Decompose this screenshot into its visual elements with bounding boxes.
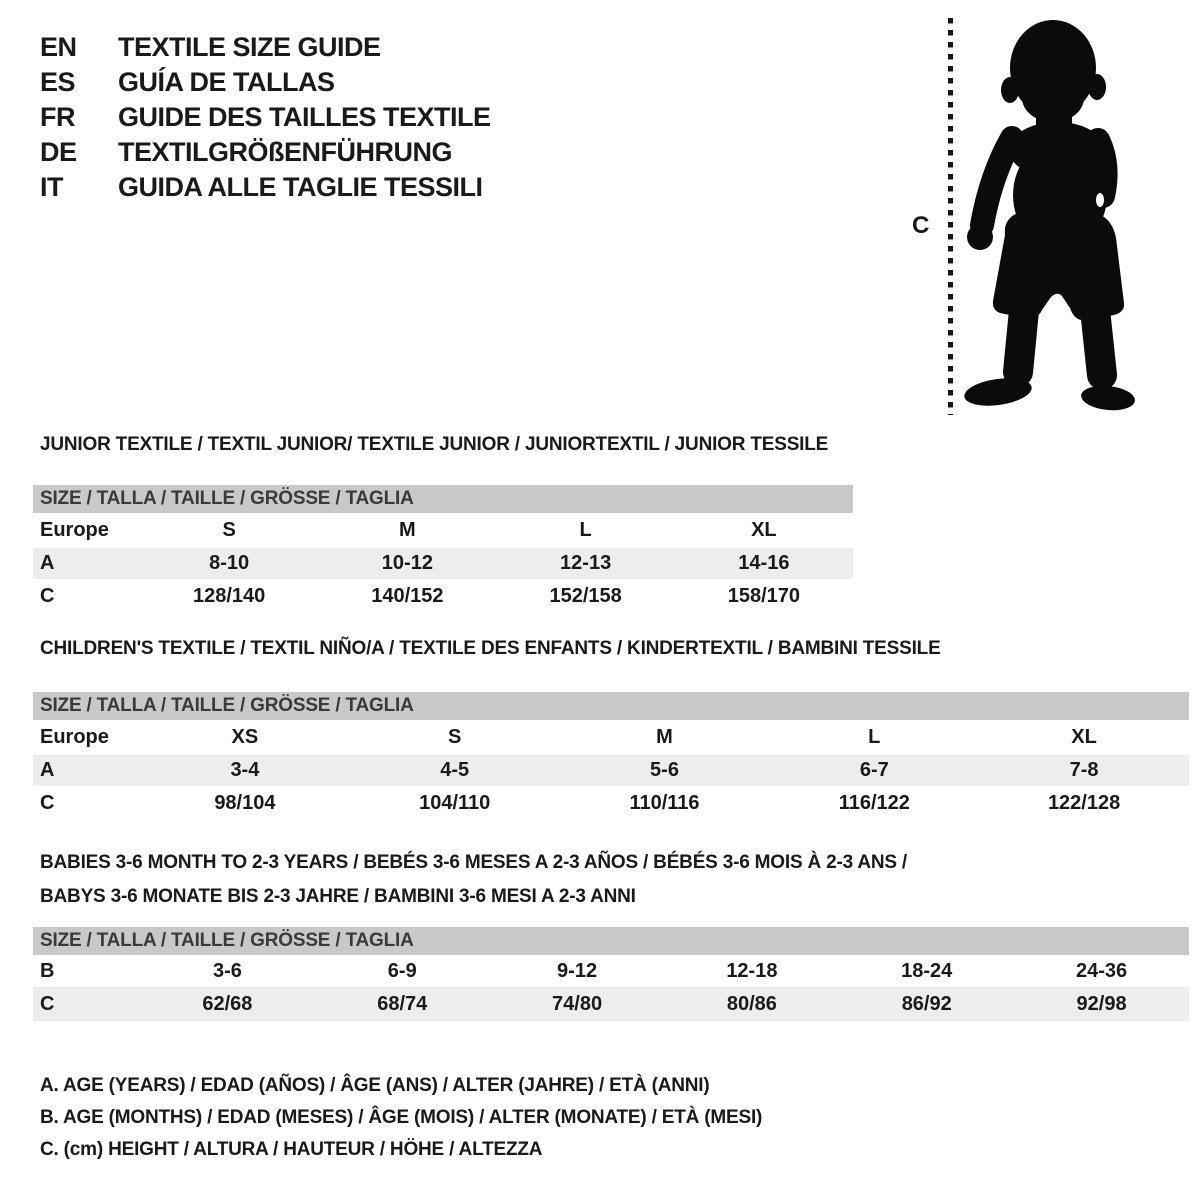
- age-value: 6-7: [859, 759, 889, 781]
- region-label: Europe: [40, 726, 109, 748]
- babies-size-table: [33, 927, 1189, 1021]
- size-label: XS: [231, 726, 259, 748]
- height-value: 86/92: [901, 992, 952, 1015]
- age-value: 3-4: [230, 759, 260, 781]
- toddler-silhouette-image: [962, 15, 1154, 423]
- row-label: C: [40, 584, 55, 607]
- height-value: 122/128: [1047, 791, 1121, 814]
- size-label: XL: [751, 519, 777, 541]
- region-label: Europe: [40, 519, 109, 541]
- size-label: S: [448, 726, 462, 748]
- height-value: 62/68: [202, 992, 253, 1015]
- junior-age-row: [33, 548, 853, 579]
- size-header-label: SIZE / TALLA / TAILLE / GRÖSSE / TAGLIA: [40, 930, 414, 951]
- junior-height-row: [33, 579, 853, 613]
- height-value: 110/116: [629, 791, 700, 814]
- size-label: M: [656, 726, 673, 748]
- height-value: 92/98: [1076, 992, 1127, 1015]
- size-label: L: [868, 726, 881, 748]
- height-value: 116/122: [838, 791, 910, 814]
- months-value: 12-18: [726, 959, 778, 982]
- children-height-row: [33, 786, 1189, 820]
- age-value: 8-10: [209, 552, 250, 574]
- language-title: TEXTILGRÖßENFÜHRUNG: [118, 137, 452, 167]
- children-size-header-bar: [33, 692, 1189, 720]
- footnote-legend: [40, 1070, 762, 1166]
- language-code: IT: [40, 172, 63, 202]
- language-code: FR: [40, 102, 75, 132]
- language-title-list: [40, 30, 491, 205]
- junior-size-table: [33, 485, 853, 613]
- age-value: 5-6: [650, 759, 679, 781]
- height-value: 140/152: [371, 584, 444, 607]
- height-value: 128/140: [192, 584, 266, 607]
- babies-size-header-bar: [33, 927, 1189, 955]
- age-value: 7-8: [1069, 759, 1099, 781]
- size-label: L: [579, 519, 592, 541]
- language-row: [40, 170, 491, 205]
- babies-title-line1: BABIES 3-6 MONTH TO 2-3 YEARS / BEBÉS 3-6 MESES A 2-3 AÑOS / BÉBÉS 3-6 MOIS À 2-3 ANS /: [40, 852, 908, 873]
- language-row: [40, 100, 491, 135]
- age-value: 14-16: [738, 552, 790, 574]
- height-value: 68/74: [377, 992, 428, 1015]
- height-value: 158/170: [727, 584, 801, 607]
- language-title: GUIDA ALLE TAGLIE TESSILI: [118, 172, 483, 202]
- height-value: 98/104: [214, 791, 276, 814]
- babies-section-title: [40, 846, 907, 914]
- height-value: 152/158: [549, 584, 622, 607]
- footnote-age-months: B. AGE (MONTHS) / EDAD (MESES) / ÂGE (MOIS) / ALTER (MONATE) / ETÀ (MESI): [40, 1107, 763, 1128]
- children-europe-row: [33, 720, 1189, 755]
- height-measure-label: C: [912, 212, 930, 239]
- age-value: 10-12: [381, 552, 433, 574]
- junior-section-title: JUNIOR TEXTILE / TEXTIL JUNIOR/ TEXTILE JUNIOR / JUNIORTEXTIL / JUNIOR TESSILE: [40, 434, 829, 455]
- language-row: [40, 30, 491, 65]
- language-title: GUÍA DE TALLAS: [118, 67, 335, 97]
- size-header-label: SIZE / TALLA / TAILLE / GRÖSSE / TAGLIA: [40, 488, 414, 509]
- footnote-age-years: A. AGE (YEARS) / EDAD (AÑOS) / ÂGE (ANS) / ALTER (JAHRE) / ETÀ (ANNI): [40, 1075, 710, 1096]
- size-label: M: [399, 519, 416, 541]
- babies-months-row: [33, 955, 1189, 987]
- height-measure-dashed-line: [948, 18, 953, 415]
- size-header-label: SIZE / TALLA / TAILLE / GRÖSSE / TAGLIA: [40, 695, 414, 716]
- row-label: A: [40, 552, 55, 574]
- height-value: 104/110: [419, 791, 491, 814]
- language-code: ES: [40, 67, 76, 97]
- size-label: S: [222, 519, 236, 541]
- children-size-table: [33, 692, 1189, 820]
- age-value: 12-13: [560, 552, 612, 574]
- language-row: [40, 65, 491, 100]
- age-value: 4-5: [440, 759, 470, 781]
- junior-europe-row: [33, 513, 853, 548]
- row-label: C: [40, 791, 55, 814]
- language-code: EN: [40, 32, 77, 62]
- size-label: XL: [1071, 726, 1097, 748]
- children-age-row: [33, 755, 1189, 786]
- row-label: C: [40, 992, 55, 1015]
- children-section-title: CHILDREN'S TEXTILE / TEXTIL NIÑO/A / TEXTILE DES ENFANTS / KINDERTEXTIL / BAMBINI TESSILE: [40, 638, 941, 659]
- months-value: 24-36: [1075, 959, 1128, 982]
- language-title: GUIDE DES TAILLES TEXTILE: [118, 102, 491, 132]
- babies-height-row: [33, 987, 1189, 1021]
- row-label: B: [40, 959, 55, 982]
- height-value: 80/86: [726, 992, 777, 1015]
- language-row: [40, 135, 491, 170]
- junior-size-header-bar: [33, 485, 853, 513]
- footnote-height-cm: C. (cm) HEIGHT / ALTURA / HAUTEUR / HÖHE / ALTEZZA: [40, 1139, 543, 1160]
- height-value: 74/80: [552, 992, 603, 1015]
- language-code: DE: [40, 137, 77, 167]
- babies-title-line2: BABYS 3-6 MONATE BIS 2-3 JAHRE / BAMBINI 3-6 MESI A 2-3 ANNI: [40, 886, 636, 907]
- months-value: 9-12: [557, 959, 598, 982]
- months-value: 6-9: [387, 959, 417, 982]
- language-title: TEXTILE SIZE GUIDE: [118, 32, 381, 62]
- months-value: 3-6: [212, 959, 242, 982]
- months-value: 18-24: [901, 959, 953, 982]
- row-label: A: [40, 759, 55, 781]
